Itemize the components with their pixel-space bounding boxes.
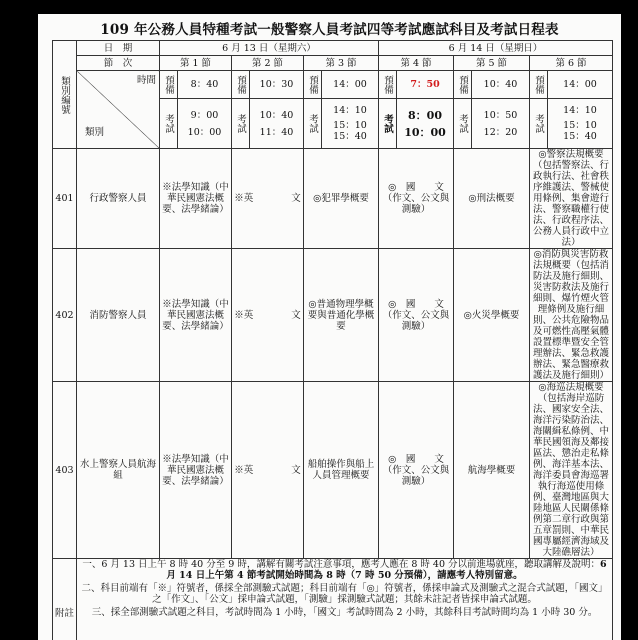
table-row: [53, 249, 613, 382]
note-item: 二、科目前端有「※」符號者，係採全部測驗式試題；科目前端有「◎」符號者，係採申論式及測驗式之混合式試題，「國文」之「作文」、「公文」採申論式試題，「測驗」採測驗式試題；其餘未註記者皆採申論式試題。: [81, 583, 608, 605]
prep-time-3: 14：00: [322, 71, 379, 99]
prep-time-6: 14：00: [548, 71, 613, 99]
exam-time-1: [178, 99, 232, 149]
exam-time-5-end: 12：20: [483, 126, 518, 138]
exam-time-3-start: 14：10: [333, 105, 367, 116]
subject-cell: 船舶操作與船上人員管理概要: [304, 382, 379, 559]
session-3-label: 第 3 節: [304, 56, 379, 71]
row-name: 水上警察人員航海組: [77, 382, 160, 559]
subject-cell: ◎ 國 文（作文、公文與測驗）: [379, 149, 454, 249]
exam-time-3-mid: 15：10: [333, 120, 367, 131]
exam-tag-5: 考試: [454, 99, 472, 149]
session-2-label: 第 2 節: [232, 56, 304, 71]
table-row: [53, 382, 613, 559]
prep-tag-4: 預備: [379, 71, 397, 99]
subject-cell: ◎普通物理學概要與普通化學概要: [304, 249, 379, 382]
subject-cell: ◎ 國 文（作文、公文與測驗）: [379, 249, 454, 382]
row-code: 401: [53, 149, 77, 249]
session-4-label: 第 4 節: [379, 56, 454, 71]
exam-time-2-start: 10：40: [259, 109, 294, 121]
date-header: 日 期: [77, 41, 160, 56]
note-item: 一、6 月 13 日上午 8 時 40 分至 9 時，講解有關考試注意事項，應考人應在 8 時 40 分以前進場就座，聽取講解及說明：6 月 14 日上午第 4 節考試開始時間為 8 時（7 時 50 分預備），請應考人特別留意。: [82, 559, 607, 581]
subject-cell: ◎ 國 文（作文、公文與測驗）: [379, 382, 454, 559]
prep-tag-6: 預備: [530, 71, 548, 99]
exam-time-6-mid: 15：10: [563, 120, 597, 131]
session-1-label: 第 1 節: [160, 56, 232, 71]
prep-tag-3: 預備: [304, 71, 322, 99]
subject-cell: ※英 文: [232, 249, 304, 382]
time-kind-diagonal-cell: [77, 71, 160, 149]
table-row: [53, 149, 613, 249]
exam-time-1-start: 9：00: [190, 109, 219, 121]
subject-cell: ◎消防與災害防救法規概要（包括消防法及施行細則、災害防救法及施行細則、爆竹煙火管理條例及施行細則、公共危險物品及可燃性高壓氣體設置標準暨安全管理辦法、緊急救護辦法、緊急醫療救護法及施行細則）: [530, 249, 613, 382]
exam-time-6: [548, 99, 613, 149]
day2-header: 6 月 14 日（星期日）: [379, 41, 613, 56]
time-header: 時間: [136, 75, 156, 86]
prep-time-2: 10：30: [250, 71, 304, 99]
subject-cell: ◎刑法概要: [454, 149, 530, 249]
prep-tag-1: 預備: [160, 71, 178, 99]
category-code-header: 類別編號: [53, 41, 77, 149]
prep-time-1: 8：40: [178, 71, 232, 99]
page-title: 109 年公務人員特種考試一般警察人員考試四等考試應試科目及考試日程表: [100, 22, 559, 38]
exam-time-5-start: 10：50: [483, 109, 518, 121]
exam-tag-3: 考試: [304, 99, 322, 149]
notes-body: [77, 559, 613, 640]
session-5-label: 第 5 節: [454, 56, 530, 71]
exam-tag-4: 考試: [379, 99, 397, 149]
prep-time-4: 7：50: [397, 71, 454, 99]
subject-cell: ※法學知識（中華民國憲法概要、法學緒論）: [160, 249, 232, 382]
subject-cell: ◎火災學概要: [454, 249, 530, 382]
kind-header: 類別: [85, 127, 105, 138]
schedule-table: [52, 40, 613, 640]
prep-tag-2: 預備: [232, 71, 250, 99]
exam-time-2: [250, 99, 304, 149]
row-name: 行政警察人員: [77, 149, 160, 249]
subject-cell: 航海學概要: [454, 382, 530, 559]
document-page: [38, 14, 621, 640]
exam-time-3-end: 15：40: [333, 131, 367, 142]
note-highlight: 6 月 14 日上午第 4 節考試開始時間為 8 時（7 時 50 分預備），請應考人特別留意。: [166, 559, 607, 581]
exam-time-6-start: 14：10: [563, 105, 597, 116]
row-code: 402: [53, 249, 77, 382]
notes-label: 附註: [53, 559, 77, 640]
row-name: 消防警察人員: [77, 249, 160, 382]
subject-cell: ◎犯罪學概要: [304, 149, 379, 249]
exam-time-4-end: 10：00: [404, 125, 446, 139]
session-6-label: 第 6 節: [530, 56, 613, 71]
exam-time-2-end: 11：40: [259, 126, 294, 138]
day1-header: 6 月 13 日（星期六）: [160, 41, 379, 56]
exam-time-3: [322, 99, 379, 149]
subject-cell: ※英 文: [232, 382, 304, 559]
subject-cell: ※法學知識（中華民國憲法概要、法學緒論）: [160, 382, 232, 559]
exam-time-6-end: 15：40: [563, 131, 597, 142]
period-header: 節 次: [77, 56, 160, 71]
subject-cell: ◎警察法規概要（包括警察法、行政執行法、社會秩序維護法、警械使用條例、集會遊行法、警察職權行使法、行政程序法、公務人員行政中立法）: [530, 149, 613, 249]
exam-time-5: [472, 99, 530, 149]
subject-cell: ※英 文: [232, 149, 304, 249]
exam-time-1-end: 10：00: [187, 126, 222, 138]
subject-cell: ※法學知識（中華民國憲法概要、法學緒論）: [160, 149, 232, 249]
exam-tag-2: 考試: [232, 99, 250, 149]
prep-tag-5: 預備: [454, 71, 472, 99]
row-code: 403: [53, 382, 77, 559]
exam-tag-1: 考試: [160, 99, 178, 149]
exam-time-4: [397, 99, 454, 149]
prep-time-5: 10：40: [472, 71, 530, 99]
exam-time-4-start: 8：00: [408, 108, 442, 122]
note-item: 三、採全部測驗式試題之科目，考試時間為 1 小時，「國文」考試時間為 2 小時，其餘科目考試時間均為 1 小時 30 分。: [91, 607, 598, 618]
exam-tag-6: 考試: [530, 99, 548, 149]
subject-cell: ◎海巡法規概要（包括海岸巡防法、國家安全法、海洋污染防治法、海關緝私條例、中華民國領海及鄰接區法、懲治走私條例、海洋基本法、海洋委員會海巡署執行海巡使用條例、臺灣地區與大陸地區人民關係條例第二章行政與第五章罰則、中華民國專屬經濟海域及大陸礁層法）: [530, 382, 613, 559]
